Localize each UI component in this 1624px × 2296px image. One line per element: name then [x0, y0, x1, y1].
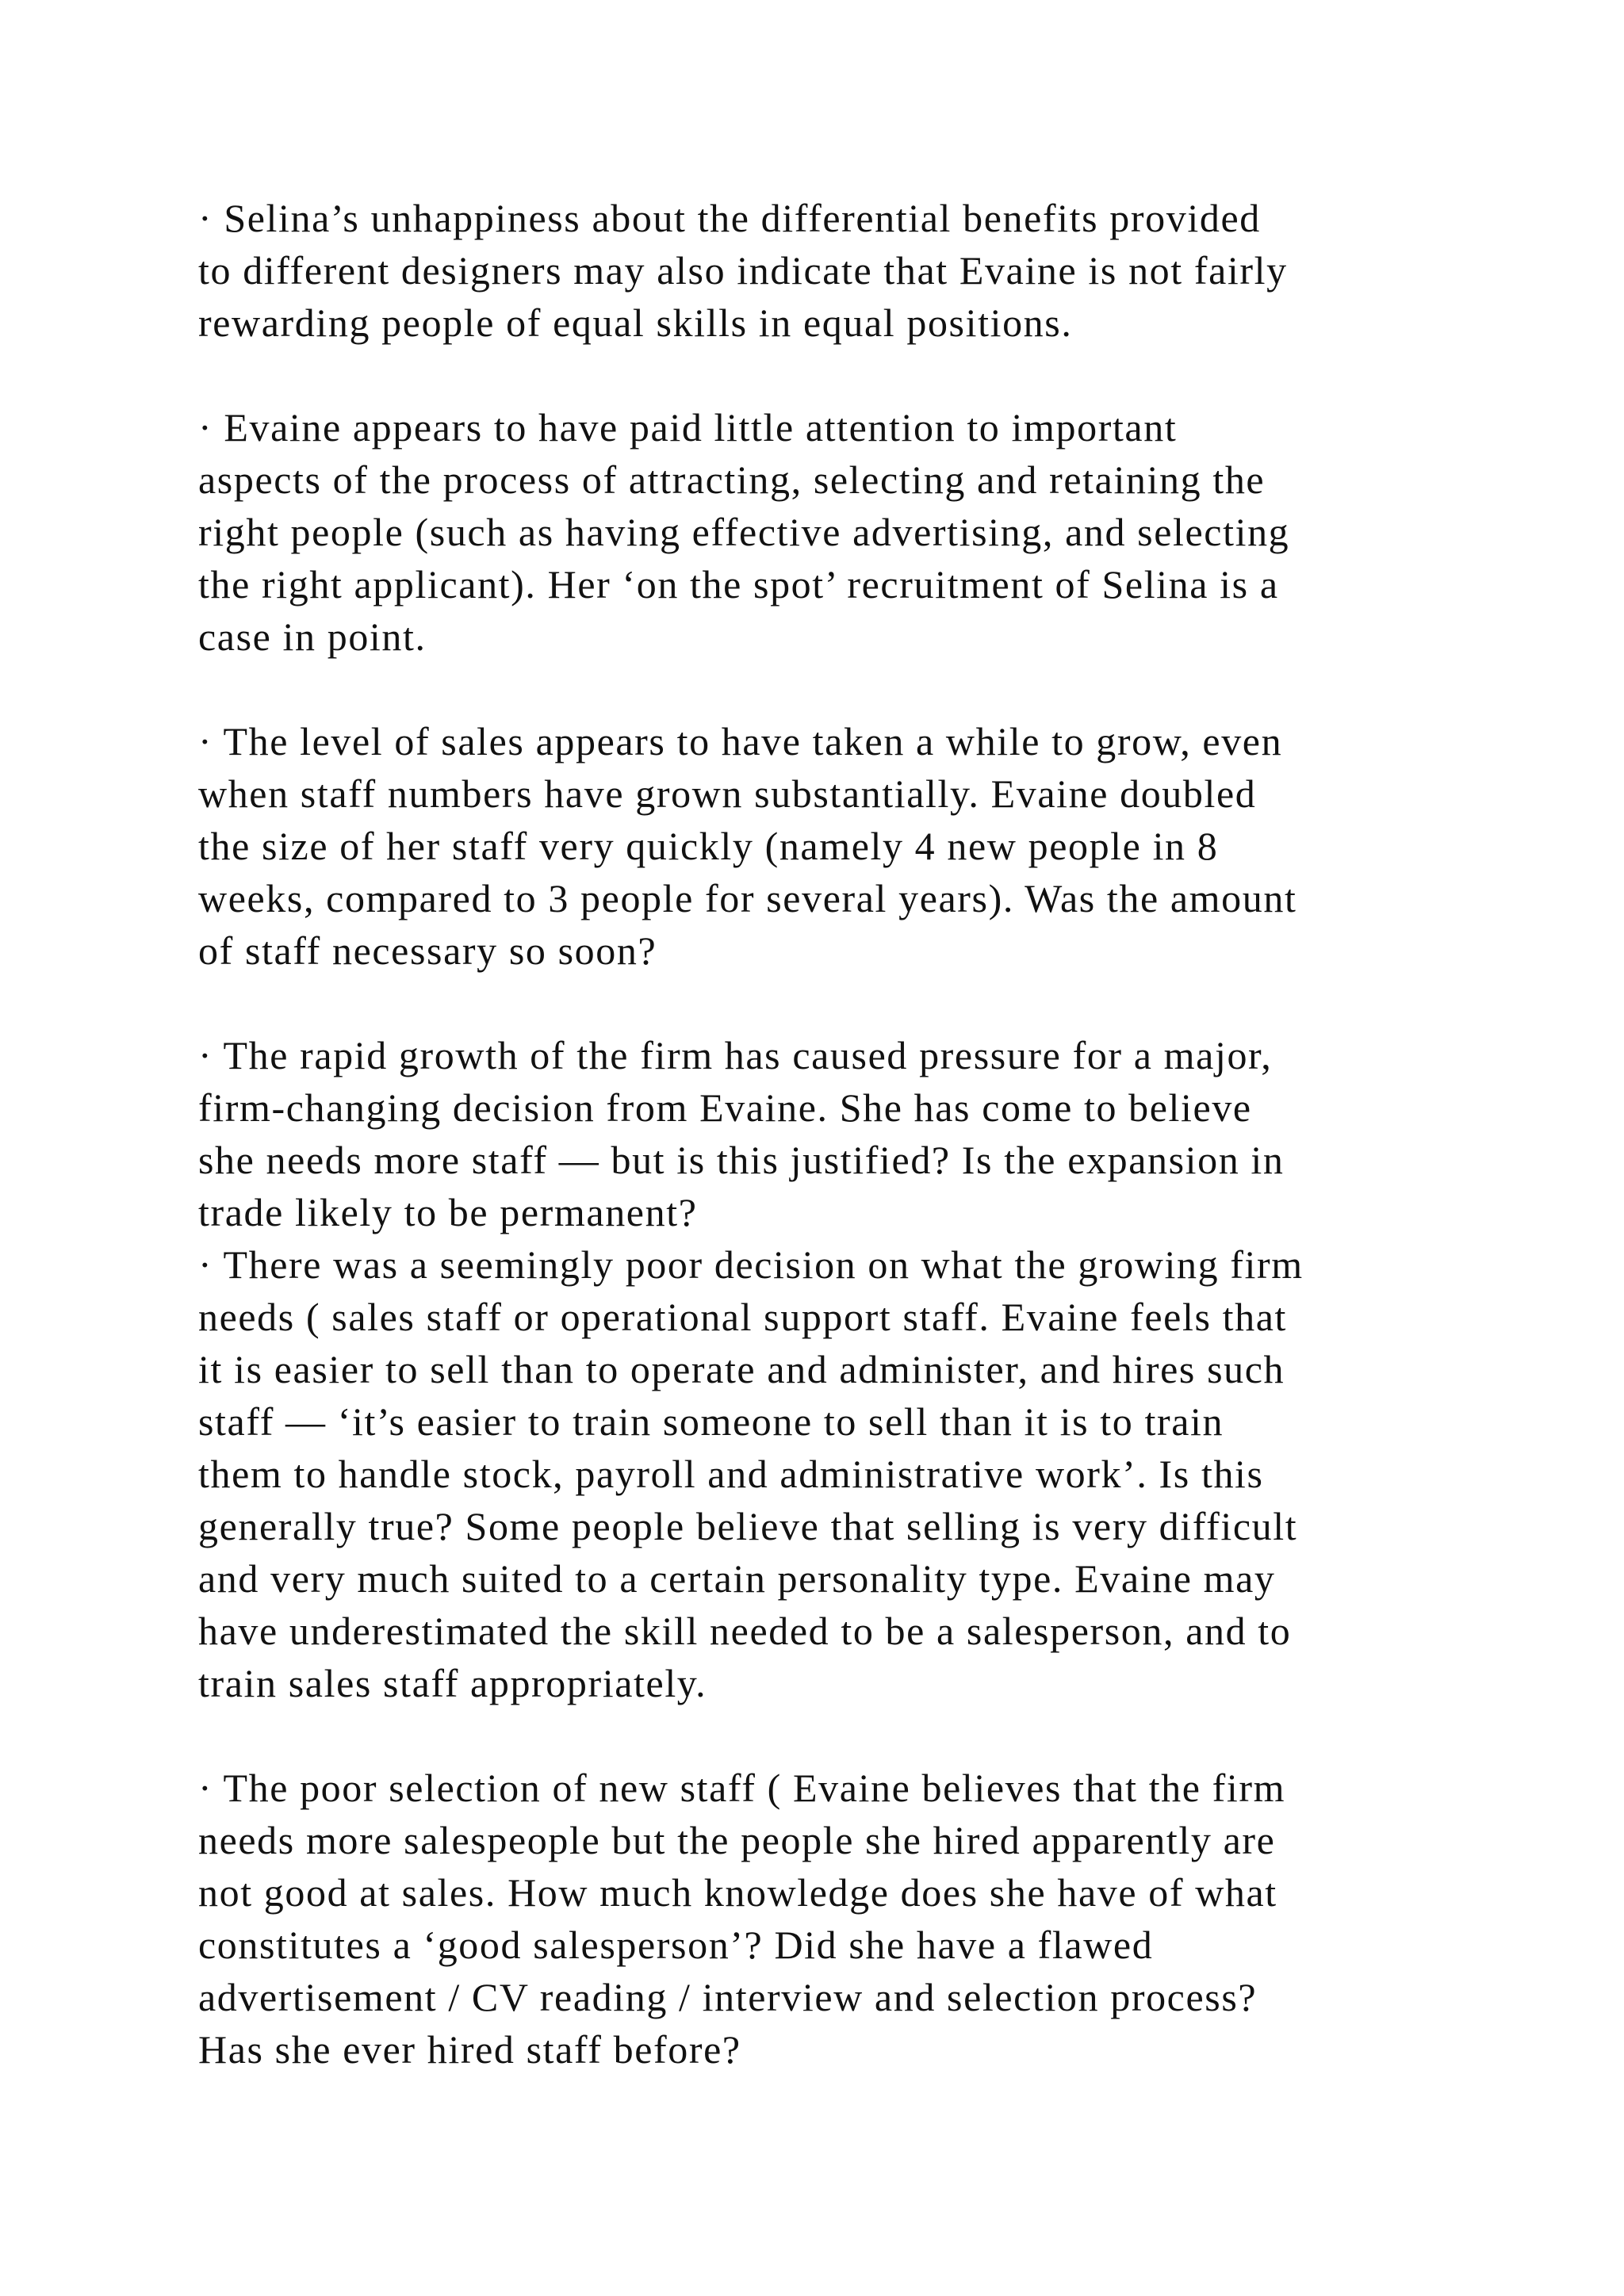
paragraph-poor-selection: · The poor selection of new staff ( Evaine believes that the firm needs more salespeople but the people she hired apparently are not good at sales. How much knowledge does she have of what constitutes a ‘good salesperson’? Did she have a flawed advertisement / CV reading / interview and selection process? Has she ever hired staff before?: [198, 1766, 1286, 2072]
paragraph-recruitment-process: · Evaine appears to have paid little attention to important aspects of the process of attracting, selecting and retaining the right people (such as having effective advertising, and selecting the right applicant). Her ‘on the spot’ recruitment of Selina is a case in point.: [198, 405, 1290, 659]
paragraph-poor-decision: · There was a seemingly poor decision on what the growing firm needs ( sales staff or operational support staff. Evaine feels that it is easier to sell than to operate and administer, and hires such staff — ‘it’s easier to train someone to sell than it is to train them to handle stock, payroll and administrative work’. Is this generally true? Some people believe that selling is very difficult and very much suited to a certain personality type. Evaine may have underestimated the skill needed to be a salesperson, and to train sales staff appropriately.: [198, 1242, 1304, 1705]
document-body: [198, 192, 1467, 2076]
paragraph-gap: [198, 663, 1467, 715]
paragraph-sales-growth: · The level of sales appears to have taken a while to grow, even when staff numbers have grown substantially. Evaine doubled the size of her staff very quickly (namely 4 new people in 8 weeks, compared to 3 people for several years). Was the amount of staff necessary so soon?: [198, 719, 1297, 973]
paragraph-gap: [198, 977, 1467, 1029]
paragraph-gap: [198, 349, 1467, 401]
paragraph-rapid-growth: · The rapid growth of the firm has caused pressure for a major, firm-changing decision from Evaine. She has come to believe she needs more staff — but is this justified? Is the expansion in trade likely to be permanent?: [198, 1033, 1285, 1234]
paragraph-gap: [198, 1709, 1467, 1762]
paragraph-differential-benefits: · Selina’s unhappiness about the differential benefits provided to different designers may also indicate that Evaine is not fairly rewarding people of equal skills in equal positions.: [198, 196, 1288, 345]
